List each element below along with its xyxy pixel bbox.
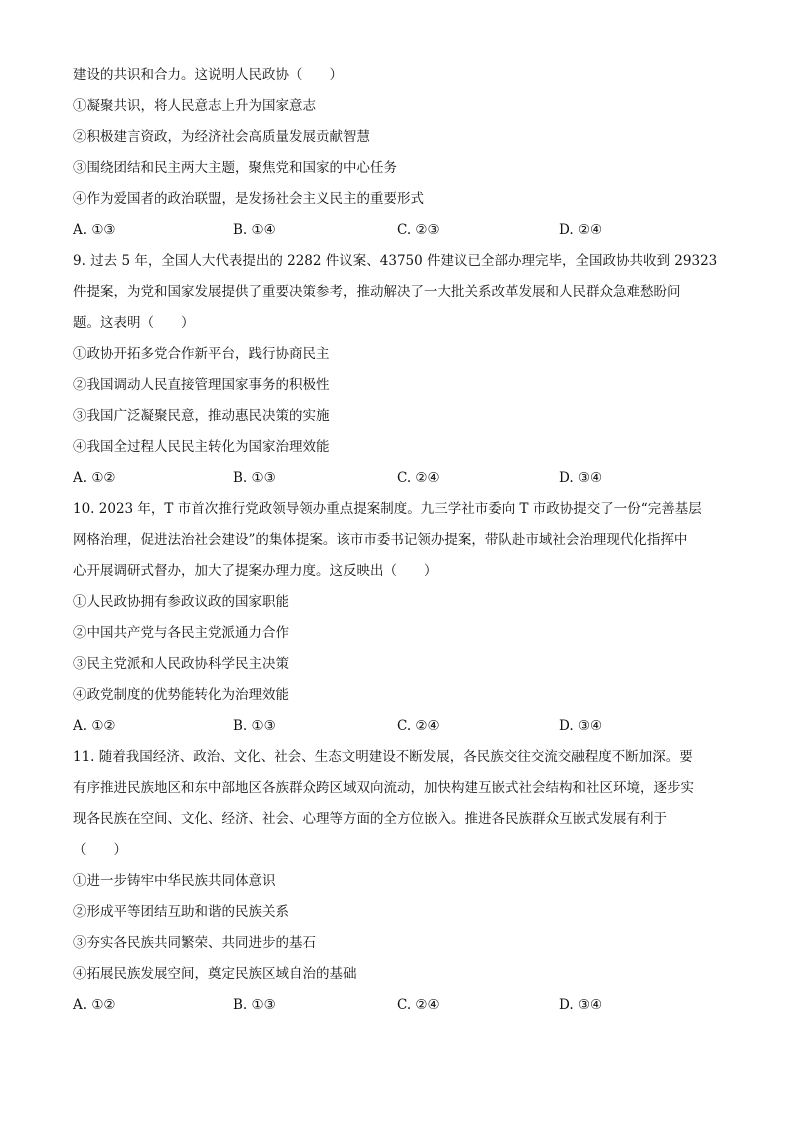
option-a: A. ①② (73, 718, 116, 734)
question-10 (73, 494, 723, 742)
statement-1: ①政协开拓多党合作新平台，践行协商民主 (73, 346, 330, 362)
statement-4: ④拓展民族发展空间，奠定民族区域自治的基础 (73, 966, 357, 982)
option-c: C. ②④ (397, 997, 440, 1013)
option-b: B. ①③ (233, 718, 276, 734)
option-d: D. ②④ (559, 222, 603, 238)
option-c: C. ②③ (397, 222, 440, 238)
answer-options (73, 711, 723, 742)
question-stem-line: 9. 过去 5 年，全国人大代表提出的 2282 件议案、43750 件建议已全部办理完毕，全国政协共收到 29323 (73, 253, 718, 269)
statement-3: ③我国广泛凝聚民意，推动惠民决策的实施 (73, 408, 330, 424)
answer-options (73, 990, 723, 1021)
statement-2: ②中国共产党与各民主党派通力合作 (73, 625, 289, 641)
question-stem-line: 现各民族在空间、文化、经济、社会、心理等方面的全方位嵌入。推进各民族群众互嵌式发展有利于 (73, 811, 667, 827)
question-stem-line: 题。这表明（ ） (73, 315, 195, 331)
question-stem-line: 有序推进民族地区和东中部地区各族群众跨区域双向流动，加快构建互嵌式社会结构和社区环境，逐步实 (73, 780, 694, 796)
option-c: C. ②④ (397, 718, 440, 734)
statement-2: ②积极建言资政，为经济社会高质量发展贡献智慧 (73, 129, 370, 145)
option-b: B. ①④ (233, 222, 276, 238)
exam-page (73, 60, 723, 1021)
answer-options (73, 215, 723, 246)
statement-3: ③民主党派和人民政协科学民主决策 (73, 656, 289, 672)
option-b: B. ①③ (233, 997, 276, 1013)
question-9 (73, 246, 723, 494)
statement-3: ③夯实各民族共同繁荣、共同进步的基石 (73, 935, 316, 951)
statement-4: ④政党制度的优势能转化为治理效能 (73, 687, 289, 703)
statement-2: ②我国调动人民直接管理国家事务的积极性 (73, 377, 330, 393)
option-d: D. ③④ (559, 470, 603, 486)
question-11 (73, 742, 723, 1021)
question-stem-line: 网格治理，促进法治社会建设”的集体提案。该市市委书记领办提案，带队赴市域社会治理现代化指挥中 (73, 532, 688, 548)
option-a: A. ①② (73, 997, 116, 1013)
answer-options (73, 463, 723, 494)
option-c: C. ②④ (397, 470, 440, 486)
question-stem-line: 心开展调研式督办，加大了提案办理力度。这反映出（ ） (73, 563, 438, 579)
statement-1: ①人民政协拥有参政议政的国家职能 (73, 594, 289, 610)
statement-1: ①进一步铸牢中华民族共同体意识 (73, 873, 276, 889)
option-a: A. ①② (73, 470, 116, 486)
question-8 (73, 60, 723, 246)
question-stem-line: 10. 2023 年，T 市首次推行党政领导领办重点提案制度。九三学社市委向 T 市政协提交了一份“完善基层 (73, 501, 702, 517)
question-stem-line: 11. 随着我国经济、政治、文化、社会、生态文明建设不断发展，各民族交往交流交融程度不断加深。要 (73, 749, 693, 765)
option-b: B. ①③ (233, 470, 276, 486)
option-a: A. ①③ (73, 222, 116, 238)
question-stem-line: 件提案，为党和国家发展提供了重要决策参考，推动解决了一大批关系改革发展和人民群众急难愁盼问 (73, 284, 681, 300)
statement-4: ④作为爱国者的政治联盟，是发扬社会主义民主的重要形式 (73, 191, 424, 207)
option-d: D. ③④ (559, 718, 603, 734)
question-stem-line: 建设的共识和合力。这说明人民政协（ ） (73, 67, 343, 83)
statement-1: ①凝聚共识，将人民意志上升为国家意志 (73, 98, 316, 114)
question-stem-line: （ ） (73, 842, 127, 858)
option-d: D. ③④ (559, 997, 603, 1013)
statement-3: ③围绕团结和民主两大主题，聚焦党和国家的中心任务 (73, 160, 397, 176)
statement-2: ②形成平等团结互助和谐的民族关系 (73, 904, 289, 920)
statement-4: ④我国全过程人民民主转化为国家治理效能 (73, 439, 330, 455)
